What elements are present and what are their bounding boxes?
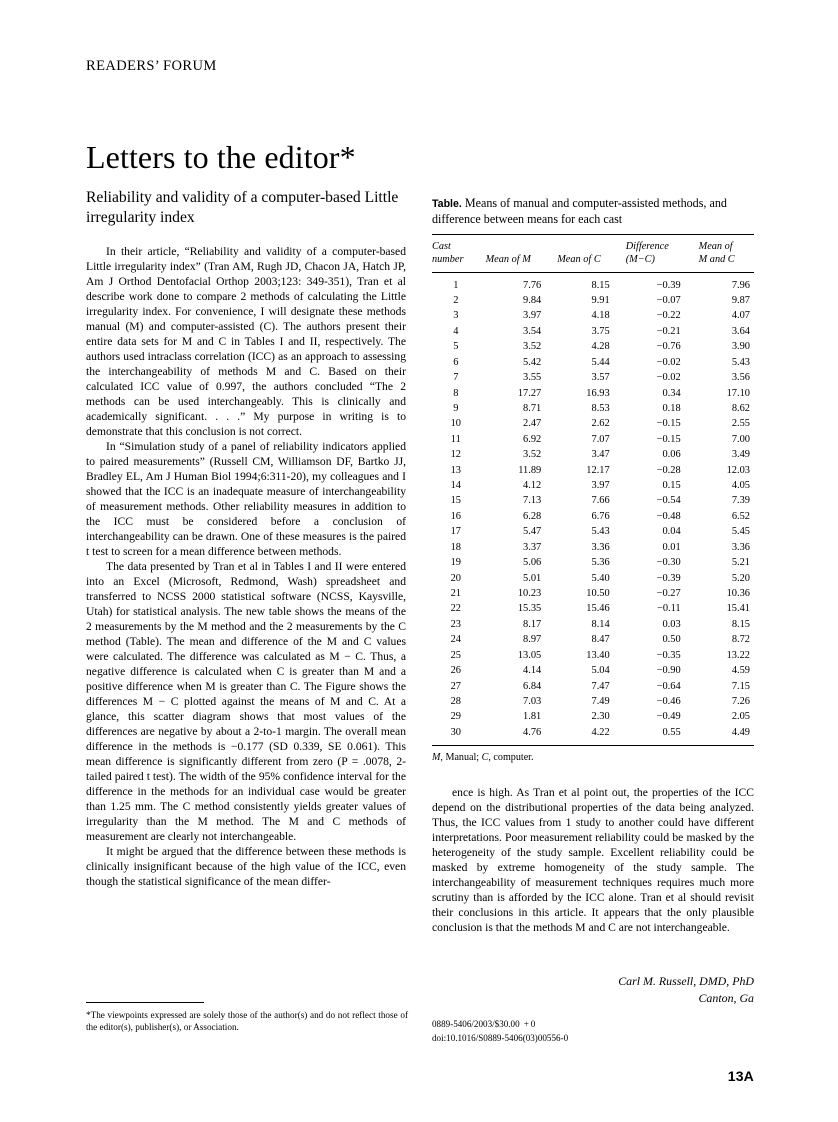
cell-mean-m-and-c: 3.56	[731, 372, 750, 384]
cell-mean-c: 15.46	[586, 603, 610, 615]
paragraph-3: The data presented by Tran et al in Tables I and II were entered into an Excel (Microsoft, Redmond, Wash) spreadsheet and transferred to NCSS 2000 statistical software (NCSS, Kaysville, Utah) for statistical analysis. The new table shows the means of the 2 measurements by the M method and the 2 measurements by the C method (Table). The mean and difference of the M and C values were calculated. The difference was calculated as M − C. Thus, a negative difference is calculated when C is greater than M and a positive difference when M is greater than C. The Figure shows the differences M − C plotted against the means of M and C. At a glance, this scatter diagram shows that most values of the differences are negative by about a 2-to-1 margin. The overall mean difference in the methods is −0.177 (SD 0.339, SE 0.061). This mean difference is significantly different from zero (P = .0078, 2-tailed paired t test). The width of the 95% confidence interval for the difference in the methods for an individual case would be greater than 1.25 mm. The C method consistently yields greater values of irregularity than the M method. The M and C methods of measurement are clearly not interchangeable.	[86, 559, 406, 843]
cell-mean-m-and-c: 2.55	[731, 418, 750, 430]
cell-mean-m-and-c: 5.45	[731, 526, 750, 538]
cell-difference: −0.90	[656, 665, 681, 677]
cell-mean-m-and-c: 5.43	[731, 356, 750, 368]
table-row	[432, 633, 754, 648]
col-header-line-1: Cast	[432, 241, 451, 253]
running-head: READERS’ FORUM	[86, 58, 217, 74]
cell-cast-number: 3	[453, 310, 459, 322]
cell-mean-m-and-c: 17.10	[726, 387, 750, 399]
cell-mean-m-and-c: 15.41	[726, 603, 750, 615]
cell-mean-m: 4.76	[523, 726, 542, 738]
cell-cast-number: 26	[450, 665, 461, 677]
cell-mean-c: 7.07	[591, 433, 610, 445]
paragraph-1: In their article, “Reliability and validity of a computer-based Little irregularity index” (Tran AM, Rugh JD, Chacon JA, Hatch JP, Am J Orthod Dentofacial Orthop 2003;123: 349-351), Tran et al describe work done to compare 2 methods of calculating the Little irregularity index. For convenience, I will designate these methods manual (M) and computer-assisted (C). The authors present their entire data sets for M and C in Tables I and II, respectively. The authors used intraclass correlation (ICC) as an approach to assessing the interchangeability of methods M and C. Based on their calculated ICC value of 0.997, the authors concluded “The 2 methods can be used interchangeably. This is clinically and academically significant. . . .” My purpose in writing is to demonstrate that this conclusion is not correct.	[86, 244, 406, 438]
col-header-cast-number	[432, 235, 480, 272]
cell-mean-c: 5.40	[591, 572, 610, 584]
table-row	[432, 586, 754, 601]
cell-difference: 0.18	[662, 402, 681, 414]
cell-mean-m-and-c: 5.21	[731, 557, 750, 569]
cell-mean-c: 10.50	[586, 588, 610, 600]
cell-difference: −0.11	[656, 603, 681, 615]
cell-cast-number: 11	[450, 433, 461, 445]
cell-cast-number: 15	[450, 495, 461, 507]
table-row	[432, 355, 754, 370]
cell-mean-c: 12.17	[586, 464, 610, 476]
cell-cast-number: 28	[450, 695, 461, 707]
cell-cast-number: 16	[450, 510, 461, 522]
table-row	[432, 725, 754, 745]
col-header-line-1: Difference	[625, 241, 669, 253]
table-row	[432, 648, 754, 663]
cell-difference: −0.27	[656, 588, 681, 600]
cell-mean-m: 8.97	[523, 634, 542, 646]
cell-mean-m: 3.97	[523, 310, 542, 322]
cell-difference: −0.76	[656, 341, 681, 353]
cell-mean-m: 6.28	[523, 510, 542, 522]
cell-difference: −0.39	[656, 572, 681, 584]
table-row	[432, 272, 754, 293]
cell-difference: −0.30	[656, 557, 681, 569]
continuation-paragraph: ence is high. As Tran et al point out, the properties of the ICC depend on the distributional properties of the data being analyzed. Thus, the ICC values from 1 study to another could have different interpretations. Poor measurement reliability could be masked by the heterogeneity of the study sample. Excellent reliability could be masked by extreme homogeneity of the study sample. The interchangeability of measurement techniques requires much more scrutiny than is afforded by the ICC alone. Tran et al should revisit their conclusions in this article. It appears that the only plausible conclusion is that the methods M and C are not interchangeable.	[432, 786, 754, 935]
cell-mean-m-and-c: 9.87	[731, 295, 750, 306]
cell-mean-m: 5.42	[523, 356, 542, 368]
cell-mean-m-and-c: 4.07	[731, 310, 750, 322]
table-header-row	[432, 235, 754, 272]
table-row	[432, 494, 754, 509]
table-head	[432, 235, 754, 272]
cell-mean-c: 5.43	[591, 526, 610, 538]
cell-mean-m: 3.54	[523, 325, 542, 337]
cell-mean-c: 3.47	[591, 449, 610, 461]
cell-mean-c: 3.57	[591, 372, 610, 384]
cell-difference: 0.34	[662, 387, 681, 399]
cell-mean-c: 2.62	[591, 418, 610, 430]
abbrev-c-desc: , computer.	[488, 752, 534, 764]
table-row	[432, 679, 754, 694]
table-row	[432, 324, 754, 339]
page-title: Letters to the editor*	[86, 139, 356, 176]
cell-mean-m-and-c: 4.59	[731, 665, 750, 677]
table-row	[432, 309, 754, 324]
cell-cast-number: 27	[450, 680, 461, 692]
cell-difference: −0.28	[656, 464, 681, 476]
cell-mean-m: 7.13	[523, 495, 542, 507]
cell-cast-number: 17	[450, 526, 461, 538]
cell-cast-number: 21	[450, 588, 461, 600]
cell-mean-c: 9.91	[591, 295, 610, 306]
table-row	[432, 417, 754, 432]
table-row	[432, 525, 754, 540]
cell-mean-c: 5.36	[591, 557, 610, 569]
cell-mean-m-and-c: 13.22	[726, 649, 750, 661]
cell-mean-m-and-c: 3.36	[731, 541, 750, 553]
cell-mean-m-and-c: 4.05	[731, 480, 750, 492]
cell-mean-c: 6.76	[591, 510, 610, 522]
cell-cast-number: 6	[453, 356, 459, 368]
cell-difference: −0.39	[656, 279, 681, 291]
cell-cast-number: 18	[450, 541, 461, 553]
paragraph-4: It might be argued that the difference between these methods is clinically insignificant because of the high value of the ICC, even though the statistical significance of the mean differ-	[86, 844, 406, 888]
cell-difference: 0.04	[662, 526, 681, 538]
cell-mean-m-and-c: 8.72	[731, 634, 750, 646]
cell-mean-m: 2.47	[523, 418, 542, 430]
table-row	[432, 478, 754, 493]
cell-mean-m: 5.06	[523, 557, 542, 569]
table-row	[432, 571, 754, 586]
cell-mean-m-and-c: 7.00	[731, 433, 750, 445]
cell-mean-m-and-c: 3.90	[731, 341, 750, 353]
cell-mean-m: 17.27	[517, 387, 542, 399]
footnote-text: *The viewpoints expressed are solely those of the author(s) and do not reflect those of the editor(s), publisher(s), or Association.	[86, 1010, 408, 1033]
cell-mean-m: 6.92	[523, 433, 542, 445]
cell-mean-m-and-c: 8.62	[731, 402, 750, 414]
col-header-mean-m-and-c	[695, 235, 754, 272]
col-header-mean-c	[551, 235, 621, 272]
cell-mean-m: 3.52	[523, 341, 542, 353]
cell-difference: 0.15	[662, 480, 681, 492]
table-row	[432, 370, 754, 385]
doi-line: doi:10.1016/S0889-5406(03)00556-0	[432, 1033, 569, 1044]
cell-mean-m: 3.55	[523, 372, 542, 384]
cell-mean-c: 5.04	[591, 665, 610, 677]
cell-mean-m: 13.05	[517, 649, 542, 661]
cell-cast-number: 19	[450, 557, 461, 569]
cell-cast-number: 13	[450, 464, 461, 476]
cell-difference: −0.64	[656, 680, 681, 692]
cell-cast-number: 20	[450, 572, 461, 584]
table-bottom-divider	[432, 745, 754, 747]
paragraph-2: In “Simulation study of a panel of reliability indicators applied to paired measurements” (Russell CM, Williamson DF, Bartko JJ, Bradley EL, Am J Human Biol 1994;6:311-20), my colleagues and I showed that the ICC is an inadequate measure of interchangeability of measurement methods. Other reliability measures in addition to the ICC must be considered before a conclusion of interchangeability can be drawn. One of these measures is the paired t test to screen for a mean difference between methods.	[86, 439, 406, 558]
table-row	[432, 710, 754, 725]
cell-cast-number: 22	[450, 603, 461, 615]
cell-difference: −0.15	[656, 418, 681, 430]
col-header-line-2: Mean of M	[485, 254, 531, 266]
table-row	[432, 448, 754, 463]
cell-difference: 0.03	[662, 618, 681, 630]
right-column	[432, 196, 754, 935]
abbrev-m: M	[432, 752, 441, 764]
cell-mean-m: 11.89	[518, 464, 542, 476]
author-location: Canton, Ga	[698, 991, 754, 1006]
cell-mean-c: 3.36	[591, 541, 610, 553]
cell-cast-number: 14	[450, 480, 461, 492]
cell-mean-m-and-c: 8.15	[731, 618, 750, 630]
cell-mean-m-and-c: 6.52	[731, 510, 750, 522]
cell-mean-c: 7.49	[591, 695, 610, 707]
cell-cast-number: 29	[450, 711, 461, 723]
cell-mean-m-and-c: 4.49	[731, 726, 750, 738]
cell-difference: 0.50	[662, 634, 681, 646]
cell-cast-number: 7	[453, 372, 459, 384]
table-footnote	[432, 752, 754, 763]
abbrev-m-desc: , Manual;	[440, 752, 482, 764]
cell-mean-m: 10.23	[517, 588, 542, 600]
col-header-line-2: number	[432, 254, 464, 266]
table-row	[432, 386, 754, 401]
cell-difference: −0.48	[656, 510, 681, 522]
abbrev-c: C	[481, 752, 489, 764]
table-row	[432, 340, 754, 355]
table-caption-text: Means of manual and computer-assisted methods, and difference between means for each cast	[432, 196, 727, 226]
col-header-line-2: M and C	[698, 254, 735, 266]
cell-cast-number: 12	[450, 449, 461, 461]
col-header-line-1: Mean of	[698, 241, 733, 253]
cell-cast-number: 10	[450, 418, 461, 430]
cell-difference: −0.15	[656, 433, 681, 445]
cell-cast-number: 9	[453, 402, 459, 414]
results-table	[432, 234, 754, 744]
cell-mean-c: 13.40	[586, 649, 610, 661]
table-label: Table.	[432, 198, 462, 210]
cell-difference: −0.46	[656, 695, 681, 707]
footnote-divider	[86, 1002, 204, 1003]
cell-mean-c: 2.30	[591, 711, 610, 723]
table-row	[432, 694, 754, 709]
cell-mean-m: 4.14	[523, 665, 542, 677]
cell-difference: −0.21	[656, 325, 681, 337]
cell-cast-number: 25	[450, 649, 461, 661]
cell-difference: 0.55	[662, 726, 681, 738]
cell-difference: −0.02	[656, 356, 681, 368]
cell-mean-m: 8.71	[523, 402, 542, 414]
cell-mean-m: 5.47	[523, 526, 542, 538]
author-name: Carl M. Russell, DMD, PhD	[618, 974, 754, 988]
cell-mean-m-and-c: 10.36	[726, 588, 750, 600]
cell-cast-number: 24	[450, 634, 461, 646]
cell-mean-m-and-c: 2.05	[731, 711, 750, 723]
table-caption	[432, 196, 754, 227]
copyright-block	[432, 1017, 754, 1045]
cell-mean-c: 5.44	[591, 356, 610, 368]
cell-mean-m: 9.84	[523, 295, 542, 306]
cell-mean-m: 3.37	[523, 541, 542, 553]
cell-mean-m-and-c: 7.26	[731, 695, 750, 707]
table-row	[432, 401, 754, 416]
cell-mean-c: 7.47	[591, 680, 610, 692]
table-row	[432, 617, 754, 632]
cell-mean-c: 16.93	[586, 387, 610, 399]
cell-mean-c: 4.18	[591, 310, 610, 322]
cell-mean-m: 8.17	[523, 618, 542, 630]
cell-difference: 0.06	[662, 449, 681, 461]
issn-line: 0889-5406/2003/$30.00 + 0	[432, 1019, 536, 1029]
table-row	[432, 663, 754, 678]
col-header-difference	[622, 235, 695, 272]
cell-mean-m-and-c: 12.03	[726, 464, 750, 476]
left-column	[86, 188, 406, 889]
cell-difference: −0.02	[656, 372, 681, 384]
cell-mean-c: 4.28	[591, 341, 610, 353]
table-row	[432, 540, 754, 555]
cell-cast-number: 5	[453, 341, 459, 353]
cell-difference: −0.22	[656, 310, 681, 322]
table-row	[432, 293, 754, 308]
cell-difference: −0.54	[656, 495, 681, 507]
table-row	[432, 602, 754, 617]
cell-mean-m: 15.35	[517, 603, 542, 615]
cell-cast-number: 30	[450, 726, 461, 738]
cell-mean-m: 3.52	[523, 449, 542, 461]
cell-mean-c: 8.53	[591, 402, 610, 414]
cell-mean-m-and-c: 7.39	[731, 495, 750, 507]
cell-mean-m: 6.84	[523, 680, 542, 692]
table-row	[432, 555, 754, 570]
cell-mean-c: 8.14	[591, 618, 610, 630]
table-row	[432, 509, 754, 524]
cell-mean-m-and-c: 7.15	[731, 680, 750, 692]
cell-mean-c: 3.75	[591, 325, 610, 337]
cell-mean-m-and-c: 3.49	[731, 449, 750, 461]
col-header-mean-m	[480, 235, 552, 272]
cell-mean-m-and-c: 7.96	[731, 279, 750, 291]
page-number: 13A	[727, 1068, 754, 1084]
cell-mean-m-and-c: 5.20	[731, 572, 750, 584]
cell-mean-m-and-c: 3.64	[731, 325, 750, 337]
cell-difference: −0.35	[656, 649, 681, 661]
cell-cast-number: 2	[453, 295, 459, 306]
cell-difference: −0.07	[656, 295, 681, 306]
section-heading: Reliability and validity of a computer-based Little irregularity index	[86, 189, 399, 226]
cell-mean-c: 7.66	[591, 495, 610, 507]
cell-mean-c: 4.22	[591, 726, 610, 738]
cell-difference: 0.01	[662, 541, 681, 553]
cell-mean-m: 7.03	[523, 695, 542, 707]
signature-block	[432, 973, 754, 1008]
table-row	[432, 432, 754, 447]
cell-mean-c: 3.97	[591, 480, 610, 492]
cell-cast-number: 1	[453, 279, 459, 291]
cell-mean-m: 1.81	[523, 711, 542, 723]
cell-cast-number: 4	[453, 325, 459, 337]
cell-mean-c: 8.47	[591, 634, 610, 646]
table-body	[432, 272, 754, 745]
col-header-line-2: (M−C)	[625, 254, 655, 266]
cell-cast-number: 23	[450, 618, 461, 630]
cell-difference: −0.49	[656, 711, 681, 723]
cell-mean-c: 8.15	[591, 279, 610, 291]
cell-mean-m: 5.01	[523, 572, 542, 584]
cell-cast-number: 8	[453, 387, 459, 399]
table-row	[432, 463, 754, 478]
cell-mean-m: 4.12	[523, 480, 542, 492]
col-header-line-2: Mean of C	[557, 254, 601, 266]
cell-mean-m: 7.76	[523, 279, 542, 291]
